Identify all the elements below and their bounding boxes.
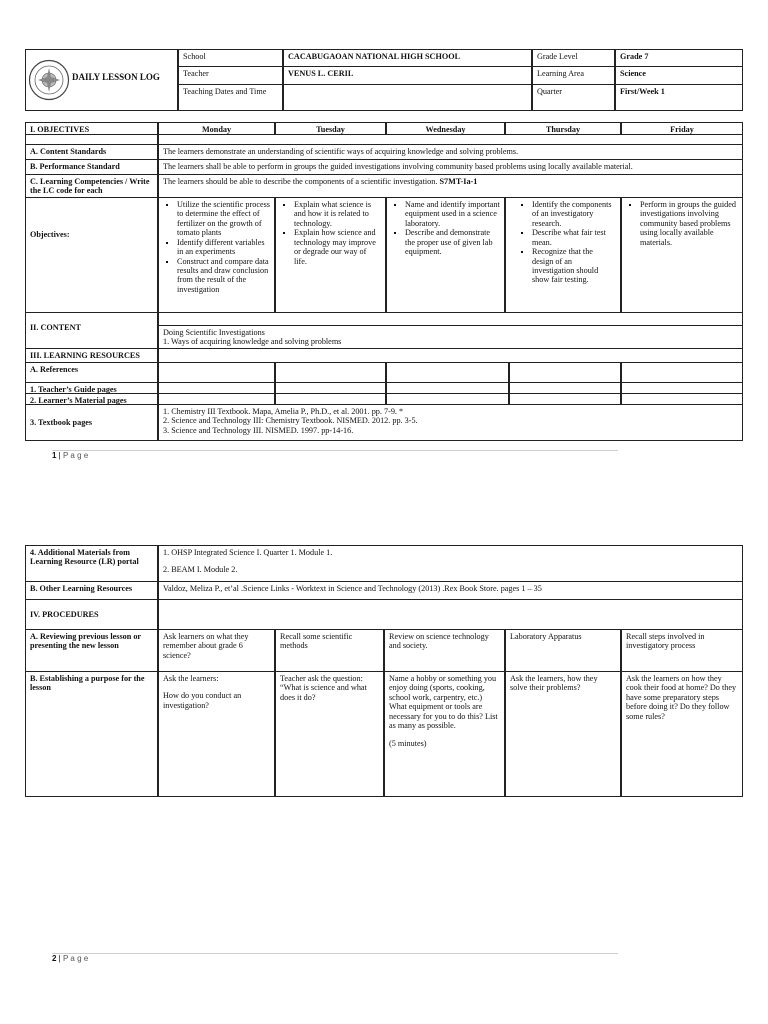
additional-line-1: 1. OHSP Integrated Science I. Quarter 1. Module 1. — [163, 548, 333, 557]
objectives-monday — [158, 197, 275, 313]
review-monday: Ask learners on what they remember about grade 6 science? — [158, 629, 275, 672]
resources-label: III. LEARNING RESOURCES — [25, 348, 158, 363]
content-line-2: 1. Ways of acquiring knowledge and solving problems — [163, 337, 342, 347]
review-wednesday: Review on science technology and society. — [384, 629, 505, 672]
obj-monday-1: ▪ Utilize the scientific process to determine the effect of fertilizer on the growth of tomato plants — [177, 200, 270, 238]
textbook-line-1: 1. Chemistry III Textbook. Mapa, Amelia P., Ph.D., et al. 2001. pp. 7-9. * — [163, 407, 404, 416]
obj-thursday-3: ▪ Recognize that the design of an investigation should show fair testing. — [532, 247, 616, 285]
references-label: A. References — [25, 362, 158, 383]
textbook-line-3: 3. Science and Technology III. NISMED. 1997. pp-14-16. — [163, 425, 354, 435]
obj-thursday-1: ▪ Identify the components of an investigatory research. — [532, 200, 616, 228]
learning-area-label: Learning Area — [532, 66, 615, 85]
textbook-label: 3. Textbook pages — [25, 404, 158, 441]
competencies-text: The learners should be able to describe the components of a scientific investigation. — [163, 177, 438, 186]
purpose-monday-1: Ask the learners: — [163, 674, 219, 683]
textbook-line-2: 2. Science and Technology III: Chemistry Textbook. NISMED. 2012. pp. 3-5. — [163, 416, 418, 426]
objectives-row-label: Objectives: — [25, 197, 158, 313]
purpose-wednesday-2: (5 minutes) — [389, 738, 427, 748]
deped-seal-icon — [28, 59, 70, 101]
procedures-empty — [158, 599, 743, 630]
content-spacer — [158, 312, 743, 326]
teacher-value: VENUS L. CERIL — [283, 66, 532, 85]
additional-materials-cell — [158, 545, 743, 582]
page1-footer-rule — [52, 450, 618, 451]
review-friday: Recall steps involved in investigatory process — [621, 629, 743, 672]
ref-wednesday — [386, 362, 509, 383]
ref-monday — [158, 362, 275, 383]
content-standards-text: The learners demonstrate an understanding of scientific ways of acquiring knowledge and solving problems. — [158, 144, 743, 160]
day-monday: Monday — [158, 122, 275, 135]
obj-tuesday-2: ▪ Explain how science and technology may improve or degrade our way of life. — [294, 228, 381, 266]
purpose-wednesday-1: Name a hobby or something you enjoy doing (sports, cooking, school work, carpentry, etc.) What equipment or tools are necessary for you to do this? List as many as possible. — [389, 674, 498, 731]
textbook-cell — [158, 404, 743, 441]
teaching-dates-label: Teaching Dates and Time — [178, 84, 283, 111]
obj-wednesday-2: ▪ Describe and demonstrate the proper use of given lab equipment. — [405, 228, 500, 256]
objectives-tuesday — [275, 197, 386, 313]
day-tuesday: Tuesday — [275, 122, 386, 135]
additional-line-2: 2. BEAM I. Module 2. — [163, 565, 238, 575]
reviewing-label: A. Reviewing previous lesson or presenting the new lesson — [25, 629, 158, 672]
establishing-purpose-label: B. Establishing a purpose for the lesson — [25, 671, 158, 797]
objectives-friday — [621, 197, 743, 313]
purpose-thursday: Ask the learners, how they solve their problems? — [505, 671, 621, 797]
grade-label: Grade Level — [532, 49, 615, 67]
procedures-label: IV. PROCEDURES — [25, 599, 158, 630]
ref-thursday — [509, 362, 621, 383]
performance-standard-label: B. Performance Standard — [25, 159, 158, 175]
day-thursday: Thursday — [505, 122, 621, 135]
obj-friday-1: ▪ Perform in groups the guided investigations involving community based problems using locally available materials. — [640, 200, 738, 247]
quarter-value: First/Week 1 — [615, 84, 743, 111]
ref-tuesday — [275, 362, 386, 383]
quarter-label: Quarter — [532, 84, 615, 111]
day-friday: Friday — [621, 122, 743, 135]
day-wednesday: Wednesday — [386, 122, 505, 135]
ref-friday — [621, 362, 743, 383]
school-label: School — [178, 49, 283, 67]
logo-title-cell — [25, 49, 178, 111]
grade-value: Grade 7 — [615, 49, 743, 67]
other-resources-text: Valdoz, Meliza P., et’al .Science Links - Worktext in Science and Technology (2013) .Rex Book Store. pages 1 – 35 — [158, 581, 743, 600]
resources-empty — [158, 348, 743, 363]
obj-wednesday-1: ▪ Name and identify important equipment used in a science laboratory. — [405, 200, 500, 228]
purpose-wednesday — [384, 671, 505, 797]
purpose-tuesday: Teacher ask the question: “What is science and what does it do? — [275, 671, 384, 797]
page2-footer-rule — [52, 953, 618, 954]
review-tuesday: Recall some scientific methods — [275, 629, 384, 672]
content-label: II. CONTENT — [25, 312, 158, 349]
review-thursday: Laboratory Apparatus — [505, 629, 621, 672]
page1-number: 1 | P a g e — [52, 451, 89, 460]
purpose-monday-2: How do you conduct an investigation? — [163, 691, 242, 710]
competencies-code: S7MT-Ia-1 — [439, 177, 478, 186]
obj-thursday-2: ▪ Describe what fair test mean. — [532, 228, 616, 247]
learners-material-label: 2. Learner’s Material pages — [25, 393, 158, 405]
teachers-guide-label: 1. Teacher’s Guide pages — [25, 382, 158, 394]
obj-tuesday-1: ▪ Explain what science is and how it is related to technology. — [294, 200, 381, 228]
purpose-monday — [158, 671, 275, 797]
obj-monday-2: ▪ Identify different variables in an experiments — [177, 238, 270, 257]
document-title: DAILY LESSON LOG — [72, 72, 160, 82]
objectives-thursday — [505, 197, 621, 313]
page2-number: 2 | P a g e — [52, 954, 89, 963]
content-standards-label: A. Content Standards — [25, 144, 158, 160]
purpose-friday: Ask the learners on how they cook their food at home? Do they have some preparatory steps before doing it? Do they follow some rules? — [621, 671, 743, 797]
teacher-label: Teacher — [178, 66, 283, 85]
performance-standard-text: The learners shall be able to perform in groups the guided investigations involving community based problems using locally available material. — [158, 159, 743, 175]
additional-materials-label: 4. Additional Materials from Learning Resource (LR) portal — [25, 545, 158, 582]
learning-area-value: Science — [615, 66, 743, 85]
content-line-1: Doing Scientific Investigations — [163, 328, 265, 337]
school-value: CACABUGAOAN NATIONAL HIGH SCHOOL — [283, 49, 532, 67]
obj-monday-3: ▪ Construct and compare data results and draw conclusion from the result of the investigation — [177, 257, 270, 295]
competencies-cell — [158, 174, 743, 198]
other-resources-label: B. Other Learning Resources — [25, 581, 158, 600]
content-cell — [158, 325, 743, 349]
objectives-heading: I. OBJECTIVES — [25, 122, 158, 135]
objectives-wednesday — [386, 197, 505, 313]
teaching-dates-value — [283, 84, 532, 111]
competencies-label: C. Learning Competencies / Write the LC code for each — [25, 174, 158, 198]
